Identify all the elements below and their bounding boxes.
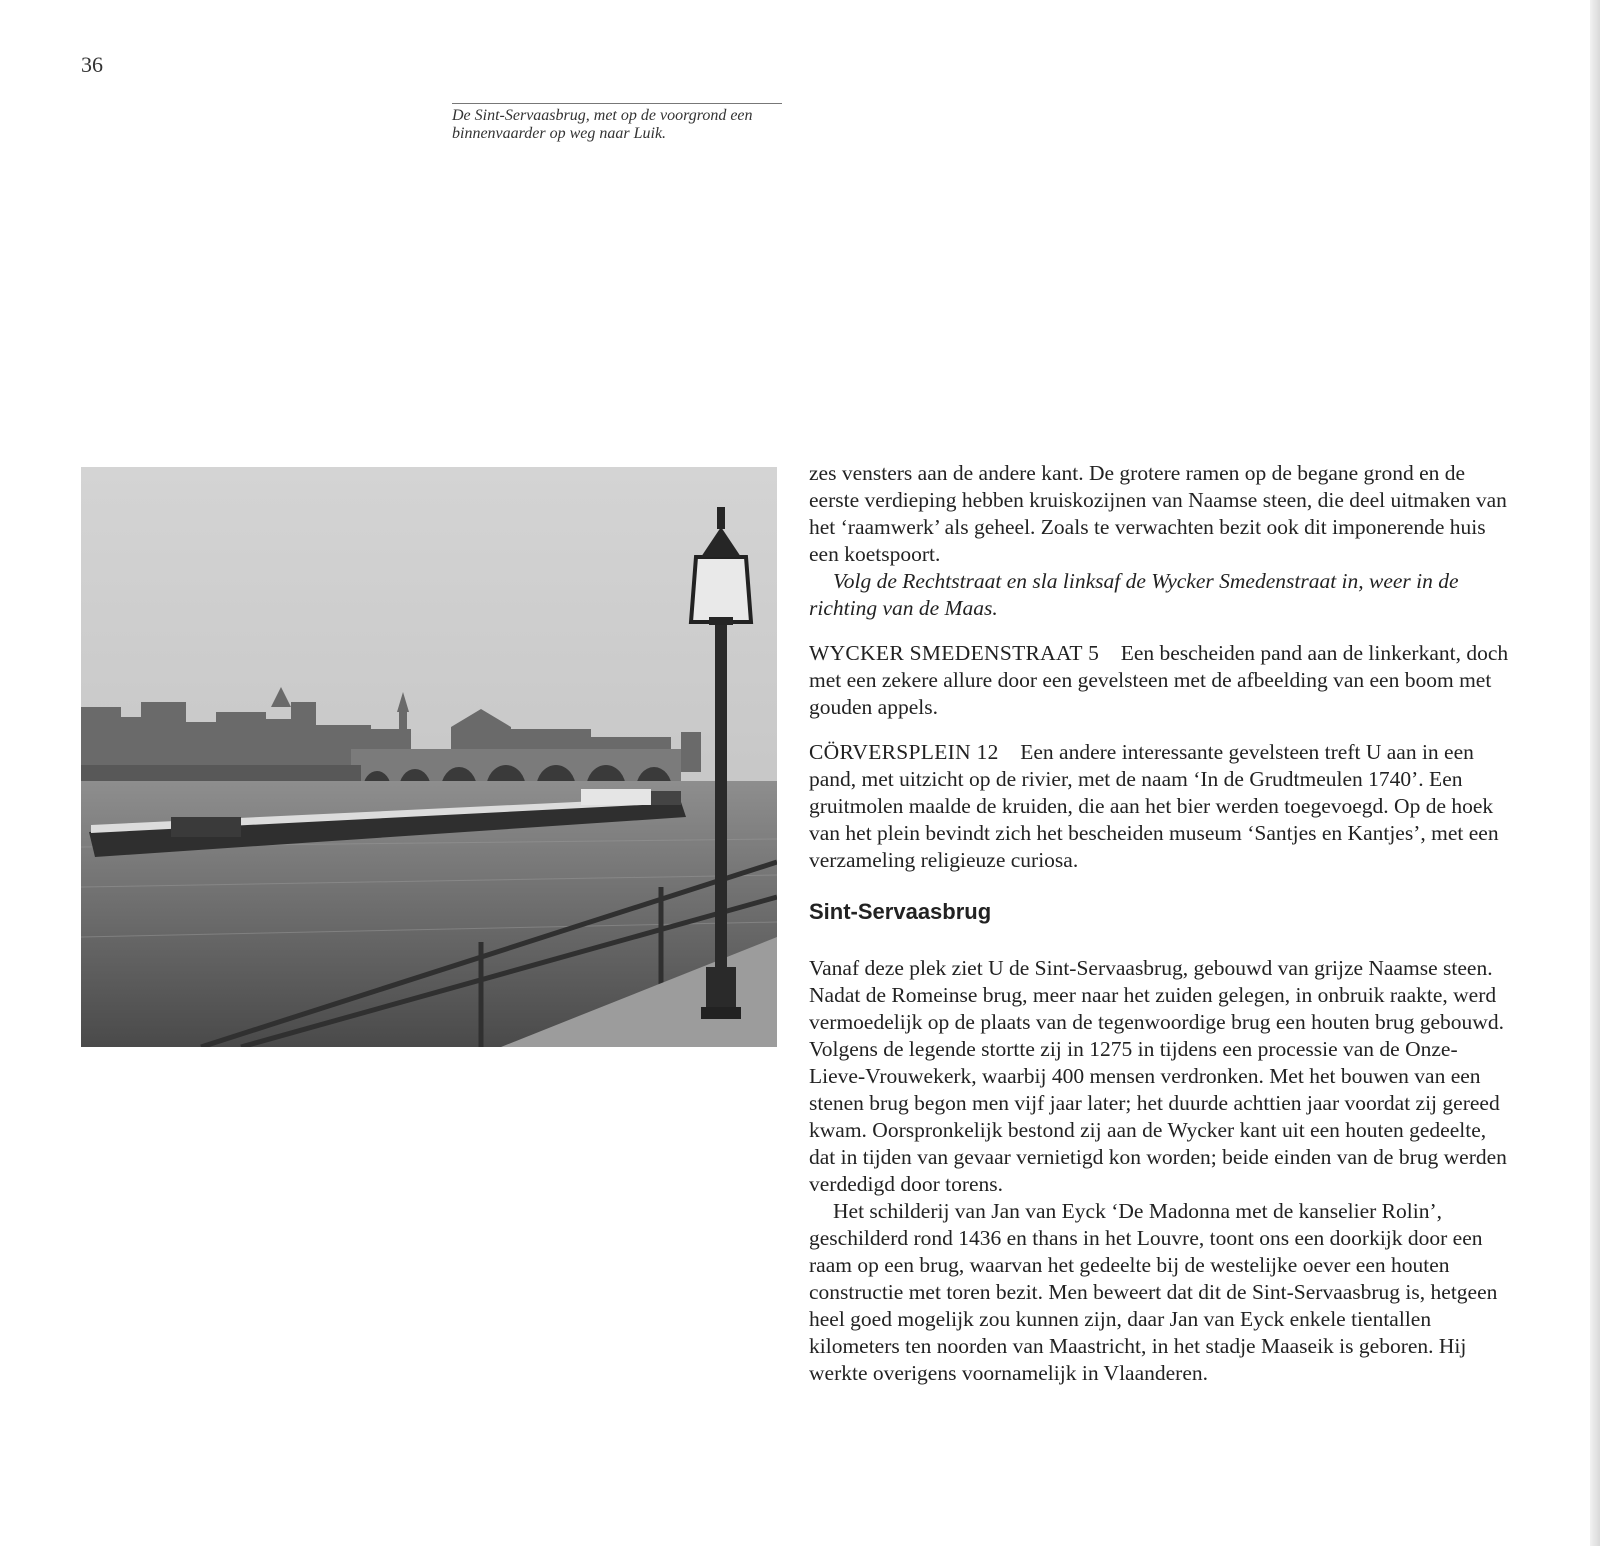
- paragraph-1: zes vensters aan de andere kant. De grotere ramen op de begane grond en de eerste verdieping hebben kruiskozijnen van Naamse steen, die deel uitmaken van het ‘raamwerk’ als geheel. Zoals te verwachten bezit ook dit imponerende huis een koetspoort.: [809, 461, 1507, 566]
- page-number: 36: [81, 52, 103, 77]
- bridge-photo-illustration: [81, 467, 777, 1047]
- paragraph-bridge-history: Vanaf deze plek ziet U de Sint-Servaasbrug, gebouwd van grijze Naamse steen. Nadat de Romeinse brug, meer naar het zuiden gelegen, in onbruik raakte, werd vermoedelijk op de plaats van de tegenwoordige brug een houten brug gebouwd. Volgens de legende stortte zij in 1275 in tijdens een processie van de Onze-Lieve-Vrouwekerk, waarbij 400 mensen verdronken. Met het bouwen van een stenen brug begon men vijf jaar later; het duurde achttien jaar voordat zij gereed kwam. Oorspronkelijk bestond zij aan de Wycker kant uit een houten gedeelte, dat in tijden van gevaar vernietigd kon worden; beide einden van de brug werden verdedigd door torens.: [809, 956, 1507, 1196]
- section-heading: Sint-Servaasbrug: [809, 899, 992, 924]
- body-corversplein: Een andere interessante gevelsteen treft U aan in een pand, met uitzicht op de rivier, met de naam ‘In de Grudtmeulen 1740’. Een gruitmolen maalde de kruiden, die aan het bier werden toegevoegd. Op de hoek van het plein bevindt zich het bescheiden museum ‘Santjes en Kantjes’, met een verzameling religieuze curiosa.: [809, 740, 1499, 872]
- address-corversplein: CÖRVERSPLEIN 12: [809, 740, 999, 764]
- bridge-photo: [81, 467, 777, 1047]
- paragraph-corversplein: [809, 739, 1509, 874]
- paragraph-wycker-smedenstraat: [809, 640, 1509, 721]
- body-wycker-smedenstraat: Een bescheiden pand aan de linkerkant, doch met een zekere allure door een gevelsteen met de afbeelding van een boom met gouden appels.: [809, 641, 1509, 719]
- paragraph-directions: Volg de Rechtstraat en sla linksaf de Wycker Smedenstraat in, weer in de richting van de Maas.: [809, 569, 1459, 620]
- address-wycker-smedenstraat: WYCKER SMEDENSTRAAT 5: [809, 641, 1100, 665]
- paragraph-van-eyck: Het schilderij van Jan van Eyck ‘De Madonna met de kanselier Rolin’, geschilderd rond 1436 en thans in het Louvre, toont ons een doorkijk door een raam op een brug, waarvan het gedeelte bij de westelijke oever een houten constructie met toren bezit. Men beweert dat dit de Sint-Servaasbrug is, hetgeen heel goed mogelijk zou kunnen zijn, daar Jan van Eyck enkele tientallen kilometers ten noorden van Maastricht, in het stadje Maaseik is geboren. Hij werkte overigens voornamelijk in Vlaanderen.: [809, 1199, 1498, 1385]
- text-column: [809, 460, 1509, 1387]
- photo-caption: De Sint-Servaasbrug, met op de voorgrond een binnenvaarder op weg naar Luik.: [452, 103, 782, 143]
- page-edge: [1590, 0, 1600, 1546]
